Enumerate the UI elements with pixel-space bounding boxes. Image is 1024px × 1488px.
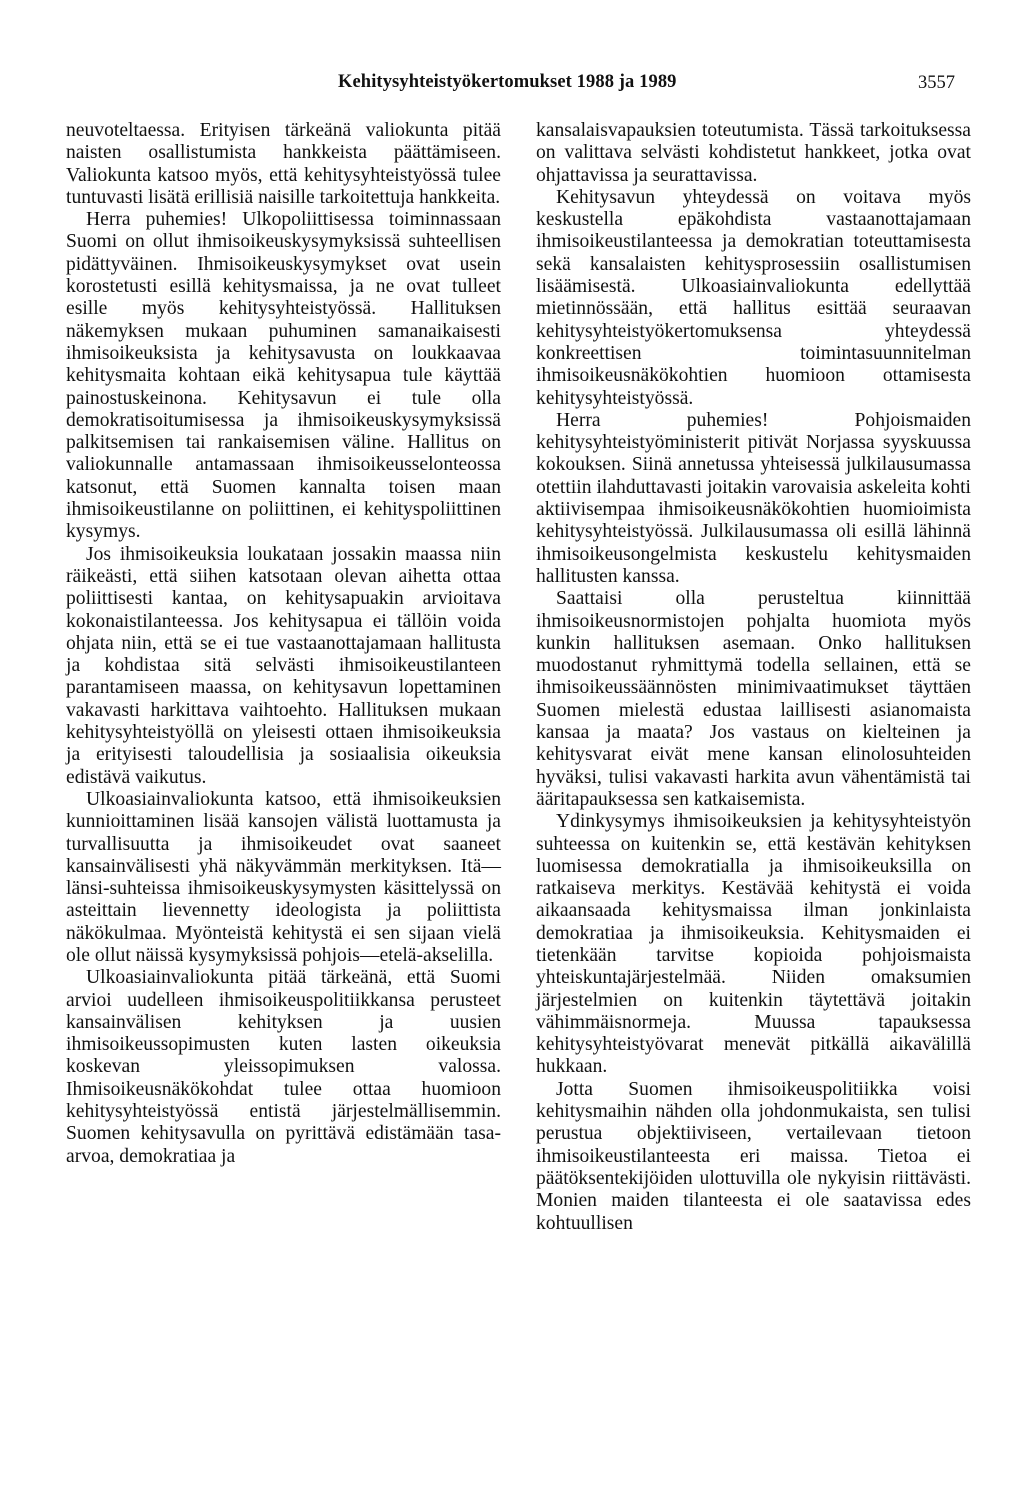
running-head-title: Kehitysyhteistyökertomukset 1988 ja 1989 [338,72,677,92]
paragraph: Jos ihmisoikeuksia loukataan jossakin maassa niin räikeästi, että siihen katsotaan olevan aihetta ottaa poliittisesti kantaa, on kehitysapuakin arvioitava kokonaistilanteessa. Jos kehitysapua ei tällöin voida ohjata niin, että se ei tue vastaanottajamaan hallitusta ja kohdistaa sitä selvästi ihmisoikeustilanteen parantamiseen maassa, on kehitysavun lopettaminen vakavasti harkittava vaihtoehto. Hallituksen mukaan kehitysyhteistyöllä on yleisesti ottaen ihmisoikeuksia ja erityisesti taloudellisia ja sosiaalisia oikeuksia edistävä vaikutus. [66,543,501,788]
paragraph: Ydinkysymys ihmisoikeuksien ja kehitysyhteistyön suhteessa on kuitenkin se, että kestävän kehityksen luomisessa demokratialla ja ihmisoikeuksilla on ratkaiseva merkitys. Kestävää kehitystä ei voida aikaansaada kehitysmaissa ilman jonkinlaista demokratiaa ja ihmisoikeuksia. Kehitysmaiden ei tietenkään tarvitse kopioida pohjoismaista yhteiskuntajärjestelmää. Niiden omaksumien järjestelmien on kuitenkin täytettävä joitakin vähimmäisnormeja. Muussa tapauksessa kehitysyhteistyövarat menevät pitkällä aikavälillä hukkaan. [536,811,971,1078]
paragraph: Jotta Suomen ihmisoikeuspolitiikka voisi kehitysmaihin nähden olla johdonmukaista, sen tulisi perustua objektiiviseen, vertailevaan tietoon ihmisoikeustilanteesta eri maissa. Tietoa ei päätöksentekijöiden ulottuvilla ole nykyisin riittävästi. Monien maiden tilanteesta ei ole saatavissa edes kohtuullisen [536,1078,971,1234]
paragraph: Herra puhemies! Pohjoismaiden kehitysyhteistyöministerit pitivät Norjassa syyskuussa kokouksen. Siinä annetussa yhteisessä julkilausumassa otettiin ilahduttavasti joitakin varovaisia askeleita kohti aktiivisempaa ihmisoikeusnäkökohtien huomioimista kehitysyhteistyössä. Julkilausumassa oli esillä lähinnä ihmisoikeusongelmista keskustelu kehitysmaiden hallitusten kanssa. [536,409,971,587]
paragraph: kansalaisvapauksien toteutumista. Tässä tarkoituksessa on valittava selvästi kohdistetut hankkeet, jotka ovat ohjattavissa ja seurattavissa. [536,120,971,186]
paragraph: Herra puhemies! Ulkopoliittisessa toiminnassaan Suomi on ollut ihmisoikeuskysymyksissä suhteellisen pidättyväinen. Ihmisoikeuskysymykset ovat usein korostetusti esillä kehitysmaissa, ja ne ovat tulleet esille myös kehitysyhteistyössä. Hallituksen näkemyksen mukaan puhuminen samanaikaisesti ihmisoikeuksista ja kehitysavusta on loukkaavaa kehitysmaita kohtaan eikä kehitysapua tule käyttää painostuskeinona. Kehitysavun ei tule olla demokratisoitumisessa ja ihmisoikeuskysymyksissä palkitsemisen tai rankaisemisen väline. Hallitus on valiokunnalle antamassaan ihmisoikeusselonteossa katsonut, että Suomen kannalta toisen maan ihmisoikeustilanne on poliittinen, ei kehityspoliittinen kysymys. [66,209,501,543]
left-column [66,120,501,1168]
page-number: 3557 [918,73,955,93]
paragraph: Kehitysavun yhteydessä on voitava myös keskustella epäkohdista vastaanottajamaan ihmisoikeustilanteessa ja demokratian toteuttamisesta sekä kansalaisten kehitysprosessiin osallistumisen lisäämisestä. Ulkoasiainvaliokunta edellyttää mietinnössään, että hallitus esittää seuraavan kehitysyhteistyökertomuksensa yhteydessä konkreettisen toimintasuunnitelman ihmisoikeusnäkökohtien huomioon ottamisesta kehitysyhteistyössä. [536,186,971,409]
paragraph: Ulkoasiainvaliokunta katsoo, että ihmisoikeuksien kunnioittaminen lisää kansojen välistä luottamusta ja turvallisuutta ja ihmisoikeudet ovat saaneet kansainvälisesti yhä näkyvämmän merkityksen. Itä—länsi-suhteissa ihmisoikeuskysymysten käsittelyssä on asteittain lievennetty ideologista ja poliittista näkökulmaa. Myönteistä kehitystä ei sen sijaan vielä ole ollut näissä kysymyksissä pohjois—etelä-akselilla. [66,788,501,966]
paragraph: neuvoteltaessa. Erityisen tärkeänä valiokunta pitää naisten osallistumista hankkeista päättämiseen. Valiokunta katsoo myös, että kehitysyhteistyössä tulee tuntuvasti lisätä erillisiä naisille tarkoitettuja hankkeita. [66,120,501,208]
right-column [536,120,971,1235]
paragraph: Ulkoasiainvaliokunta pitää tärkeänä, että Suomi arvioi uudelleen ihmisoikeuspolitiikkansa perusteet kansainvälisen kehityksen ja uusien ihmisoikeussopimusten kuten lasten oikeuksia koskevan yleissopimuksen valossa. Ihmisoikeusnäkökohdat tulee ottaa huomioon kehitysyhteistyössä entistä järjestelmällisemmin. Suomen kehitysavulla on pyrittävä edistämään tasa-arvoa, demokratiaa ja [66,967,501,1167]
paragraph: Saattaisi olla perusteltua kiinnittää ihmisoikeusnormistojen pohjalta huomiota myös kunkin hallituksen asemaan. Onko hallituksen muodostanut ryhmittymä todella sellainen, että se ihmisoikeussäännösten minimivaatimukset täyttäen Suomen mielestä edustaa laillisesti asianomaista kansaa ja maata? Jos vastaus on kielteinen ja kehitysvarat eivät mene kansan elinolosuhteiden hyväksi, tulisi vakavasti harkita avun vähentämistä tai ääritapauksessa sen katkaisemista. [536,588,971,810]
